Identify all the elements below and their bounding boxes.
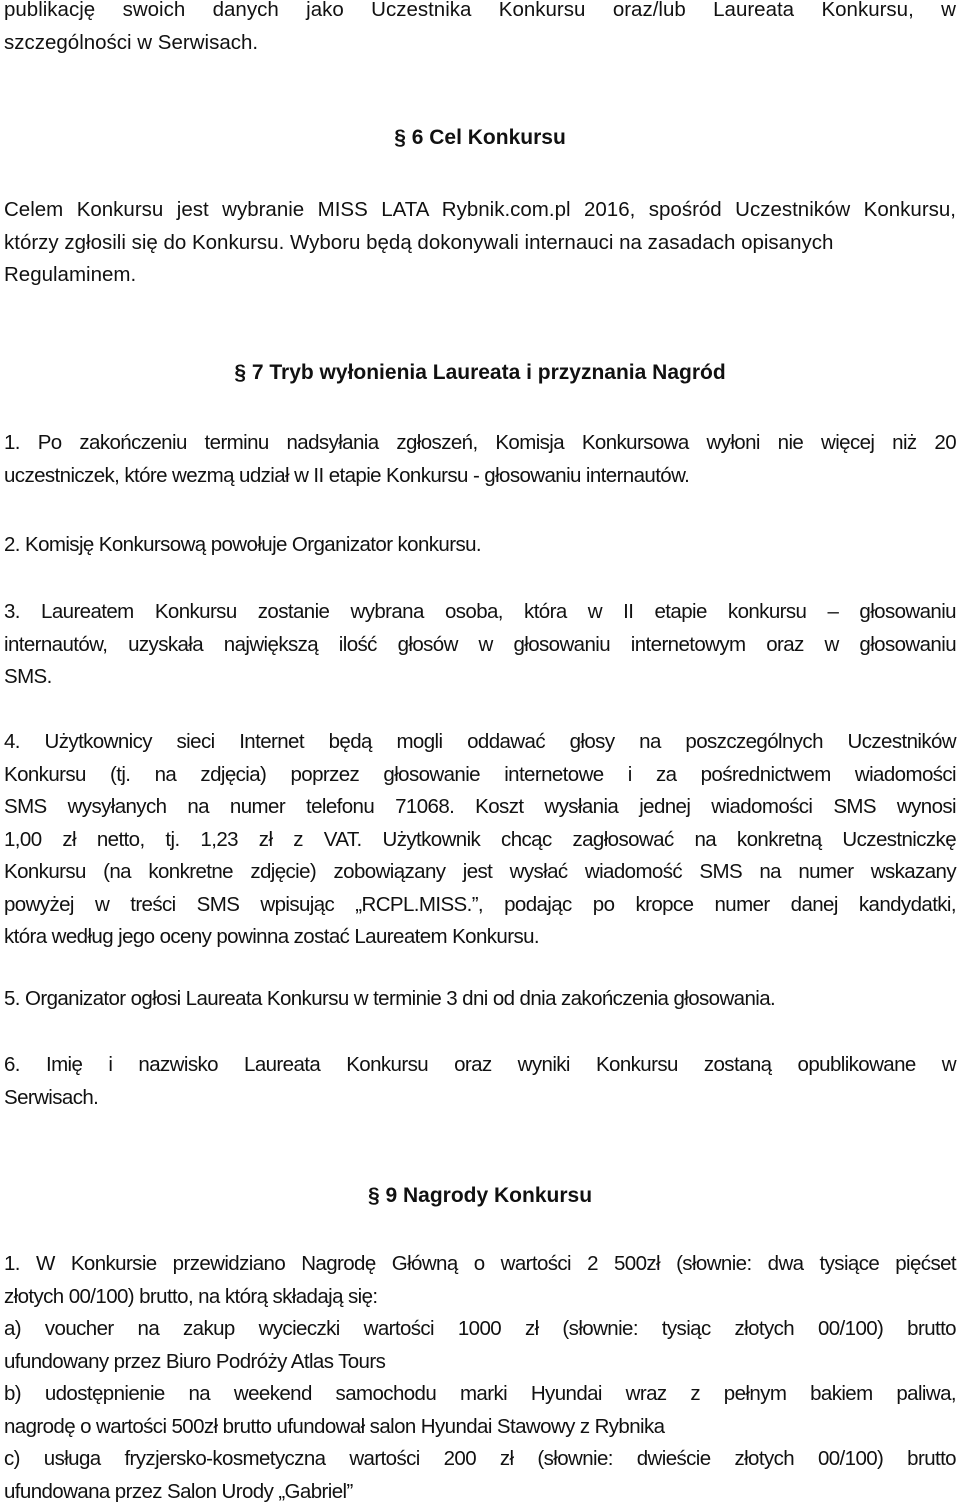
text-line: SMS wysyłanych na numer telefonu 71068. Koszt wysłania jednej wiadomości SMS wynosi (4, 791, 956, 824)
text-line: 1,00 zł netto, tj. 1,23 zł z VAT. Użytkownik chcąc zagłosować na konkretną Uczestniczkę (4, 824, 956, 857)
text-line: c) usługa fryzjersko-kosmetyczna wartości 200 zł (słownie: dwieście złotych 00/100) brutto (4, 1443, 956, 1476)
text-line: którzy zgłosili się do Konkursu. Wyboru będą dokonywali internauci na zasadach opisanych (4, 227, 956, 260)
text-line: złotych 00/100) brutto, na którą składają się: (4, 1281, 956, 1314)
text-line: Konkursu (tj. na zdjęcia) poprzez głosowanie internetowe i za pośrednictwem wiadomości (4, 759, 956, 792)
text-line: a) voucher na zakup wycieczki wartości 1000 zł (słownie: tysiąc złotych 00/100) brutto (4, 1313, 956, 1346)
section-heading-9: § 9 Nagrody Konkursu (4, 1180, 956, 1212)
text-line: uczestniczek, które wezmą udział w II etapie Konkursu - głosowaniu internautów. (4, 460, 956, 493)
paragraph-9-1 (4, 1248, 956, 1508)
text-line: b) udostępnienie na weekend samochodu marki Hyundai wraz z pełnym bakiem paliwa, (4, 1378, 956, 1411)
text-line: internautów, uzyskała największą ilość głosów w głosowaniu internetowym oraz w głosowaniu (4, 629, 956, 662)
text-line: 1. W Konkursie przewidziano Nagrodę Główną o wartości 2 500zł (słownie: dwa tysiące pięćset (4, 1248, 956, 1281)
text-line: 5. Organizator ogłosi Laureata Konkursu w terminie 3 dni od dnia zakończenia głosowania. (4, 983, 956, 1016)
text-line: publikację swoich danych jako Uczestnika Konkursu oraz/lub Laureata Konkursu, w (4, 0, 956, 27)
text-line: 1. Po zakończeniu terminu nadsyłania zgłoszeń, Komisja Konkursowa wyłoni nie więcej niż 20 (4, 427, 956, 460)
text-line: powyżej w treści SMS wpisując „RCPL.MISS.”, podając po kropce numer danej kandydatki, (4, 889, 956, 922)
paragraph-7-2 (4, 529, 956, 562)
text-line: która według jego oceny powinna zostać Laureatem Konkursu. (4, 921, 956, 954)
paragraph-7-1 (4, 427, 956, 492)
text-line: nagrodę o wartości 500zł brutto ufundował salon Hyundai Stawowy z Rybnika (4, 1411, 956, 1444)
section-heading-6: § 6 Cel Konkursu (4, 122, 956, 154)
paragraph-7-4 (4, 726, 956, 954)
text-line: 6. Imię i nazwisko Laureata Konkursu oraz wyniki Konkursu zostaną opublikowane w (4, 1049, 956, 1082)
text-line: 2. Komisję Konkursową powołuje Organizator konkursu. (4, 529, 956, 562)
text-line: ufundowana przez Salon Urody „Gabriel” (4, 1476, 956, 1508)
paragraph-section-6 (4, 194, 956, 292)
text-line: Konkursu (na konkretne zdjęcie) zobowiązany jest wysłać wiadomość SMS na numer wskazany (4, 856, 956, 889)
section-heading-7: § 7 Tryb wyłonienia Laureata i przyznania Nagród (4, 357, 956, 389)
paragraph-prev-section (4, 0, 956, 59)
text-line: Celem Konkursu jest wybranie MISS LATA Rybnik.com.pl 2016, spośród Uczestników Konkursu, (4, 194, 956, 227)
text-line: 3. Laureatem Konkursu zostanie wybrana osoba, która w II etapie konkursu – głosowaniu (4, 596, 956, 629)
text-line: Regulaminem. (4, 259, 956, 292)
paragraph-7-6 (4, 1049, 956, 1114)
text-line: ufundowany przez Biuro Podróży Atlas Tours (4, 1346, 956, 1379)
text-line: Serwisach. (4, 1082, 956, 1115)
paragraph-7-3 (4, 596, 956, 694)
paragraph-7-5 (4, 983, 956, 1016)
text-line: SMS. (4, 661, 956, 694)
text-line: 4. Użytkownicy sieci Internet będą mogli oddawać głosy na poszczególnych Uczestników (4, 726, 956, 759)
text-line: szczególności w Serwisach. (4, 27, 956, 60)
